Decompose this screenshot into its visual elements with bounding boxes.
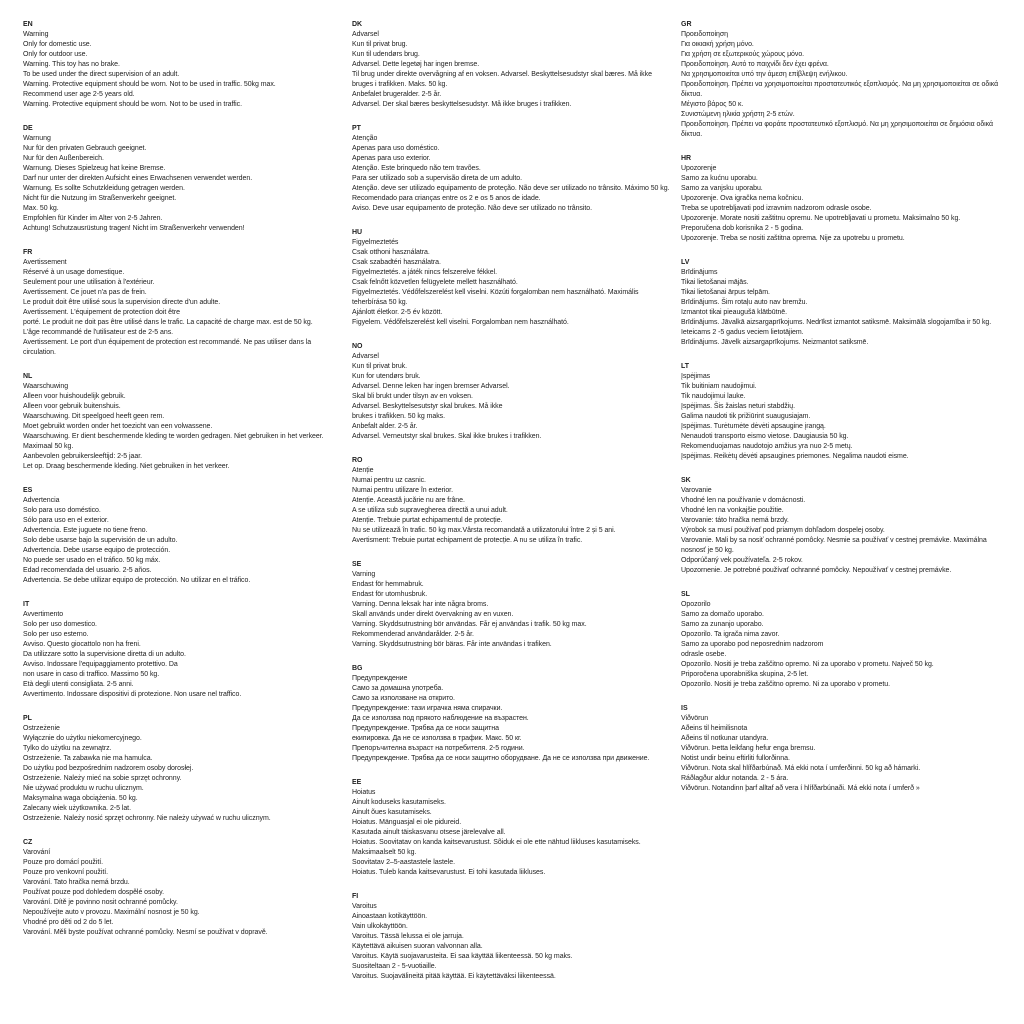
- warning-text-line: Varování. Tato hračka nemá brzdu.: [23, 879, 130, 886]
- language-code: NL: [23, 373, 33, 380]
- warning-text-line: Ainult õues kasutamiseks.: [352, 809, 432, 816]
- language-code: EE: [352, 779, 362, 786]
- warning-text-line: Ráðlagður aldur notanda. 2 - 5 ára.: [681, 775, 789, 782]
- warning-text-line: Csak szabadtéri használatra.: [352, 259, 441, 266]
- warning-text-line: L'âge recommandé de l'utilisateur est de 2-5 ans.: [23, 329, 174, 336]
- warning-text-line: Samo za vanjsku uporabu.: [681, 185, 763, 192]
- language-block-fi: [352, 892, 673, 982]
- warning-text-line: Warnung: [23, 135, 51, 142]
- warning-text-line: Hoiatus. Tuleb kanda kaitsevarustust. Ei tohi kasutada liikluses.: [352, 869, 546, 876]
- warning-text-line: Advarsel. Denne leken har ingen bremser Advarsel.: [352, 383, 510, 390]
- warning-text-line: Samo za zunanjo uporabo.: [681, 621, 764, 628]
- warning-text-line: Preporučena dob korisnika 2 - 5 godina.: [681, 225, 804, 232]
- language-block-fr: [23, 248, 344, 358]
- warning-text-line: odrasle osebe.: [681, 651, 727, 658]
- language-block-nl: [23, 372, 344, 472]
- warning-text-line: Atenție. Această jucărie nu are frâne.: [352, 497, 465, 504]
- language-code: EN: [23, 21, 33, 28]
- warning-text-line: Samo za domačo uporabo.: [681, 611, 764, 618]
- warning-text-line: Varoitus. Suojavälineitä pitää käyttää. Ei käytettäväksi liikenteessä.: [352, 973, 556, 980]
- warning-text-line: Samo za uporabo pod neposrednim nadzorom: [681, 641, 824, 648]
- warning-text-line: Aanbevolen gebruikersleeftijd: 2-5 jaar.: [23, 453, 143, 460]
- warning-text-line: Kun for utendørs bruk.: [352, 373, 421, 380]
- warning-text-line: Advarsel. Beskyttelsesutstyr skal brukes. Må ikke: [352, 403, 503, 410]
- warning-text-line: Advarsel. Der skal bæres beskyttelsesudstyr. Må ikke bruges i trafikken.: [352, 101, 572, 108]
- warning-text-line: Само за използване на открито.: [352, 695, 455, 702]
- warning-text-line: Viðvörun. Notandinn þarf alltaf að vera í hlífðarbúnaði. Má ekki nota í umferð »: [681, 785, 920, 792]
- language-code: PL: [23, 715, 32, 722]
- language-block-it: [23, 600, 344, 700]
- warning-text-line: Apenas para uso exterior.: [352, 155, 431, 162]
- warning-text-line: Warnung. Es sollte Schutzkleidung getragen werden.: [23, 185, 185, 192]
- warning-text-line: Numai pentru uz casnic.: [352, 477, 426, 484]
- language-block-ee: [352, 778, 673, 878]
- warning-text-line: Suositeltaan 2 - 5-vuotiaille.: [352, 963, 437, 970]
- language-code: DE: [23, 125, 33, 132]
- warning-text-line: Varování: [23, 849, 51, 856]
- warning-text-line: Opozorilo: [681, 601, 711, 608]
- warning-text-line: Įspėjimas. Turėtumėte dėvėti apsaugine įrangą.: [681, 423, 826, 430]
- warning-text-line: Numai pentru utilizare în exterior.: [352, 487, 453, 494]
- warning-text-line: Le produit doit être utilisé sous la supervision directe d'un adulte.: [23, 299, 221, 306]
- warning-text-line: Upozorenje. Treba se nositi zaštitna oprema. Nije za upotrebu u prometu.: [681, 235, 905, 242]
- warning-text-line: Advarsel. Verneutstyr skal brukes. Skal ikke brukes i trafikken.: [352, 433, 542, 440]
- warning-text-line: Ieteicams 2 -5 gadus veciem lietotājiem.: [681, 329, 804, 336]
- warning-text-line: Csak felnőtt közvetlen felügyelete mellett használható.: [352, 279, 518, 286]
- warning-text-line: Viðvörun. Þetta leikfang hefur enga bremsu.: [681, 745, 816, 752]
- warning-text-line: Recommend user age 2-5 years old.: [23, 91, 135, 98]
- language-code: PT: [352, 125, 361, 132]
- warning-text-line: Solo debe usarse bajo la supervisión de un adulto.: [23, 537, 178, 544]
- language-block-hr: [681, 154, 1002, 244]
- warning-text-line: Varování. Měli byste používat ochranné pomůcky. Nesmí se používat v dopravě.: [23, 929, 268, 936]
- warning-text-line: Warning: [23, 31, 49, 38]
- warning-text-line: Upozorenje. Ova igračka nema kočnicu.: [681, 195, 804, 202]
- language-block-se: [352, 560, 673, 650]
- warning-text-line: A se utiliza sub supravegherea directă a unui adult.: [352, 507, 508, 514]
- warning-text-line: Réservé à un usage domestique.: [23, 269, 125, 276]
- warning-text-line: Avvertimento. Indossare dispositivi di protezione. Non usare nel traffico.: [23, 691, 242, 698]
- warning-text-line: Moet gebruikt worden onder het toezicht van een volwassene.: [23, 423, 213, 430]
- warning-text-line: Galima naudoti tik prižiūrint suaugusiajam.: [681, 413, 811, 420]
- warning-text-line: No puede ser usado en el tráfico. 50 kg máx.: [23, 557, 161, 564]
- warning-text-line: Nur für den privaten Gebrauch geeignet.: [23, 145, 147, 152]
- warning-text-line: Να χρησιμοποιείται υπό την άμεση επίβλεψη ενήλικου.: [681, 71, 848, 78]
- warning-text-line: Solo per uso domestico.: [23, 621, 97, 628]
- warning-text-line: Tylko do użytku na zewnątrz.: [23, 745, 112, 752]
- warning-text-line: Only for outdoor use.: [23, 51, 88, 58]
- language-block-gr: [681, 20, 1002, 140]
- warning-text-line: Tik naudojimui lauke.: [681, 393, 746, 400]
- warning-text-line: Brīdinājums. Jāvalkā aizsargaprīkojums. Nedrīkst izmantot satiksmē. Maksimālā slogojamība ir 50 kg.: [681, 319, 992, 326]
- warning-text-line: Hoiatus: [352, 789, 376, 796]
- warning-text-line: Advertencia. Se debe utilizar equipo de protección. No utilizar en el tráfico.: [23, 577, 251, 584]
- warning-text-line: Wyłącznie do użytku niekomercyjnego.: [23, 735, 142, 742]
- warning-text-line: Para ser utilizado sob a supervisão direta de um adulto.: [352, 175, 522, 182]
- language-code: RO: [352, 457, 363, 464]
- language-block-no: [352, 342, 673, 442]
- warning-text-line: Recomendado para crianças entre os 2 e os 5 anos de idade.: [352, 195, 541, 202]
- warning-text-line: Figyelmeztetés: [352, 239, 399, 246]
- warning-text-line: Warning. Protective equipment should be worn. Not to be used in traffic.: [23, 101, 242, 108]
- language-code: NO: [352, 343, 363, 350]
- warning-text-line: Προειδοποίηση. Πρέπει να χρησιμοποιείται προστατευτικός εξοπλισμός. Να μη χρησιμοποιείται σε οδικά δίκτυα.: [681, 81, 999, 98]
- warning-text-line: Sólo para uso en el exterior.: [23, 517, 109, 524]
- warning-text-line: Til brug under direkte overvågning af en voksen. Advarsel. Beskyttelsesudstyr skal bæres. Må ikke bruges i trafikken. Maks. 50 kg.: [352, 71, 652, 88]
- language-block-hu: [352, 228, 673, 328]
- warning-text-line: Varování. Dítě je povinno nosit ochranné pomůcky.: [23, 899, 178, 906]
- warning-text-line: Да се използва под прякото наблюдение на възрастен.: [352, 715, 529, 722]
- warning-text-line: Nur für den Außenbereich.: [23, 155, 104, 162]
- language-block-es: [23, 486, 344, 586]
- warning-text-line: Ainult koduseks kasutamiseks.: [352, 799, 446, 806]
- warning-text-line: Notist undir beinu eftirliti fullorðinna.: [681, 755, 790, 762]
- warning-text-line: Ostrzeżenie. Należy nosić sprzęt ochronny. Nie należy używać w ruchu ulicznym.: [23, 815, 271, 822]
- warning-text-line: Only for domestic use.: [23, 41, 92, 48]
- warning-text-line: Nenaudoti transporto eismo vietose. Daugiausia 50 kg.: [681, 433, 849, 440]
- warning-text-line: Για οικιακή χρήση μόνο.: [681, 41, 754, 48]
- warning-text-line: Treba se upotrebljavati pod izravnim nadzorom odrasle osobe.: [681, 205, 872, 212]
- language-code: BG: [352, 665, 363, 672]
- warning-text-line: Ainoastaan kotikäyttöön.: [352, 913, 428, 920]
- warning-text-line: Avertisment: Trebuie purtat echipament de protecție. A nu se utiliza în trafic.: [352, 537, 583, 544]
- warning-text-line: Pouze pro venkovní použití.: [23, 869, 109, 876]
- warning-text-line: Hoiatus. Soovitatav on kanda kaitsevarustust. Sõiduk ei ole ette nähtud liikluses kasutamiseks.: [352, 839, 641, 846]
- warning-text-line: Įspėjimas. Šis žaislas neturi stabdžių.: [681, 403, 795, 410]
- warning-text-line: Figyelmeztetés. Védőfelszerelést kell viselni. Közúti forgalomban nem használható. Maximális teherbírása 50 kg.: [352, 289, 639, 306]
- warning-text-line: Avertissement. Ce jouet n'a pas de frein.: [23, 289, 147, 296]
- warning-text-line: Avviso. Indossare l'equipaggiamento protettivo. Da: [23, 661, 178, 668]
- warning-text-line: Età degli utenti consigliata. 2-5 anni.: [23, 681, 134, 688]
- warning-text-line: Nepoužívejte auto v provozu. Maximální nosnost je 50 kg.: [23, 909, 200, 916]
- warning-text-line: Darf nur unter der direkten Aufsicht eines Erwachsenen verwendet werden.: [23, 175, 253, 182]
- warning-text-line: Μέγιστο βάρος 50 κ.: [681, 101, 744, 108]
- warning-text-line: Figyelem. Védőfelszerelést kell viselni. Forgalomban nem használható.: [352, 319, 569, 326]
- warning-text-line: brukes i trafikken. 50 kg maks.: [352, 413, 445, 420]
- language-block-de: [23, 124, 344, 234]
- warning-text-line: Tikai lietošanai mājās.: [681, 279, 749, 286]
- language-block-pl: [23, 714, 344, 824]
- warning-text-line: Opozorilo. Ta igrača nima zavor.: [681, 631, 780, 638]
- warning-text-line: Solo para uso doméstico.: [23, 507, 101, 514]
- warning-text-line: Atenção: [352, 135, 378, 142]
- warning-text-line: Varning: [352, 571, 376, 578]
- warning-text-line: Avertissement: [23, 259, 67, 266]
- warning-text-line: Upozorenje: [681, 165, 717, 172]
- warning-text-line: Vhodné len na používanie v domácnosti.: [681, 497, 806, 504]
- language-block-dk: [352, 20, 673, 110]
- warning-text-line: Kun til privat bruk.: [352, 363, 408, 370]
- warning-text-line: Aðeins til notkunar utandyra.: [681, 735, 769, 742]
- warning-text-line: Advarsel: [352, 353, 379, 360]
- warning-text-line: Warnung. Dieses Spielzeug hat keine Bremse.: [23, 165, 166, 172]
- warning-text-line: Do użytku pod bezpośrednim nadzorem osoby dorosłej.: [23, 765, 194, 772]
- warning-text-line: Προειδοποίηση: [681, 31, 728, 38]
- warning-text-line: Výrobok sa musí používať pod priamym dohľadom dospelej osoby.: [681, 527, 885, 534]
- warning-text-line: Vhodné len na vonkajšie použitie.: [681, 507, 784, 514]
- warning-text-line: Advarsel. Dette legetøj har ingen bremse.: [352, 61, 480, 68]
- warning-text-line: Kasutada ainult täiskasvanu otsese järelevalve all.: [352, 829, 506, 836]
- warning-text-line: Kun til privat brug.: [352, 41, 408, 48]
- language-code: SL: [681, 591, 690, 598]
- language-code: FI: [352, 893, 359, 900]
- language-code: LT: [681, 363, 690, 370]
- language-code: IS: [681, 705, 688, 712]
- warning-text-line: Zalecany wiek użytkownika. 2-5 lat.: [23, 805, 131, 812]
- warning-text-line: Viðvörun. Nota skal hlífðarbúnað. Má ekki nota í umferðinni. 50 kg að hámarki.: [681, 765, 921, 772]
- warning-text-line: porté. Le produit ne doit pas être utilisé dans le trafic. La capacité de charge max. est de 50 kg.: [23, 319, 313, 326]
- warning-text-line: Само за домашна употреба.: [352, 685, 444, 692]
- warning-text-line: Warning. Protective equipment should be worn. Not to be used in traffic. 50kg max.: [23, 81, 276, 88]
- warning-text-line: Предупреждение: тази играчка няма спирачки.: [352, 705, 503, 712]
- warning-text-line: Rekommenderad användarålder. 2-5 år.: [352, 631, 474, 638]
- warning-text-line: Vhodné pro děti od 2 do 5 let.: [23, 919, 114, 926]
- language-block-sk: [681, 476, 1002, 576]
- warning-text-line: Varovanie: táto hračka nemá brzdy.: [681, 517, 789, 524]
- warning-text-line: Aðeins til heimilisnota: [681, 725, 748, 732]
- warning-text-line: Įspėjimas. Reikėtų dėvėti apsaugines priemones. Negalima naudoti eisme.: [681, 453, 909, 460]
- warning-text-line: Предупреждение: [352, 675, 408, 682]
- warning-text-line: Предупреждение. Трябва да се носи защитно оборудване. Да не се използва при движение.: [352, 755, 650, 762]
- language-block-bg: [352, 664, 673, 764]
- warning-text-line: Anbefalt alder. 2-5 år.: [352, 423, 418, 430]
- warning-text-line: Skall används under direkt övervakning av en vuxen.: [352, 611, 514, 618]
- warning-text-line: Varning. Skyddsutrustning bör användas. Får ej användas i trafik. 50 kg max.: [352, 621, 587, 628]
- warning-text-line: Figyelmeztetés. a játék nincs felszerelve fékkel.: [352, 269, 498, 276]
- warning-text-line: Seulement pour une utilisation à l'extérieur.: [23, 279, 155, 286]
- warning-text-line: Endast för hemmabruk.: [352, 581, 424, 588]
- warning-text-line: Για χρήση σε εξωτερικούς χώρους μόνο.: [681, 51, 805, 58]
- column-3: [681, 20, 1010, 808]
- warning-text-line: Upozornenie. Je potrebné používať ochranné pomôcky. Nepoužívať v cestnej premávke.: [681, 567, 952, 574]
- warning-text-line: екипировка. Да не се използва в трафик. Макс. 50 кг.: [352, 735, 522, 742]
- warning-text-line: non usare in caso di traffico. Massimo 50 kg.: [23, 671, 160, 678]
- warning-text-line: Brīdinājums: [681, 269, 718, 276]
- warning-text-line: Препоръчителна възраст на потребителя. 2-5 години.: [352, 745, 525, 752]
- warning-text-line: Csak otthoni használatra.: [352, 249, 430, 256]
- warning-text-line: Waarschuwing: [23, 383, 69, 390]
- warning-text-line: Varning. Skyddsutrustning bör bäras. Får inte användas i trafiken.: [352, 641, 552, 648]
- warning-text-line: Waarschuwing. Dit speelgoed heeft geen rem.: [23, 413, 165, 420]
- warning-text-line: Tikai lietošanai ārpus telpām.: [681, 289, 770, 296]
- warning-text-line: Įspėjimas: [681, 373, 711, 380]
- warning-text-line: Solo per uso esterno.: [23, 631, 89, 638]
- warning-text-line: Avviso. Questo giocattolo non ha freni.: [23, 641, 141, 648]
- warning-text-line: Priporočena uporabniška skupina, 2-5 let.: [681, 671, 809, 678]
- language-code: HU: [352, 229, 363, 236]
- warning-text-line: Ostrzeżenie: [23, 725, 60, 732]
- warning-text-line: Max. 50 kg.: [23, 205, 59, 212]
- language-code: CZ: [23, 839, 33, 846]
- warning-text-line: Waarschuwing. Er dient beschermende kleding te worden gedragen. Niet gebruiken in het verkeer. Maximaal 50 kg.: [23, 433, 324, 450]
- warning-text-line: Viðvörun: [681, 715, 709, 722]
- language-block-lv: [681, 258, 1002, 348]
- warning-text-line: Προειδοποίηση. Αυτό το παιχνίδι δεν έχει φρένα.: [681, 61, 829, 68]
- language-block-pt: [352, 124, 673, 214]
- warning-text-line: Avertissement. Le port d'un équipement de protection est recommandé. Ne pas utiliser dans la circulation.: [23, 339, 312, 356]
- language-block-sl: [681, 590, 1002, 690]
- warning-text-line: Maksimaalselt 50 kg.: [352, 849, 417, 856]
- warning-text-line: Ostrzeżenie. Należy mieć na sobie sprzęt ochronny.: [23, 775, 182, 782]
- warning-text-line: Da utilizzare sotto la supervisione diretta di un adulto.: [23, 651, 186, 658]
- warning-text-line: Varoitus: [352, 903, 377, 910]
- warning-text-line: Atenção. Este brinquedo não tem travões.: [352, 165, 481, 172]
- warning-text-line: Varoitus. Käytä suojavarusteita. Ei saa käyttää liikenteessä. 50 kg maks.: [352, 953, 573, 960]
- warning-text-line: Rekomenduojamas naudotojo amžius yra nuo 2-5 metų.: [681, 443, 853, 450]
- warning-text-line: Brīdinājums. Jāvelk aizsargaprīkojums. Neizmantot satiksmē.: [681, 339, 869, 346]
- language-code: ES: [23, 487, 33, 494]
- warning-text-line: Atenție: [352, 467, 374, 474]
- warning-text-line: Skal bli brukt under tilsyn av en voksen.: [352, 393, 473, 400]
- warning-text-line: Soovitatav 2–5-aastastele lastele.: [352, 859, 455, 866]
- language-block-is: [681, 704, 1002, 794]
- warning-text-line: Aviso. Deve usar equipamento de proteção. Não deve ser utilizado no trânsito.: [352, 205, 592, 212]
- language-block-en: [23, 20, 344, 110]
- warning-text-line: Ajánlott életkor. 2-5 év között.: [352, 309, 443, 316]
- language-code: IT: [23, 601, 30, 608]
- warning-text-line: Atenção. deve ser utilizado equipamento de proteção. Não deve ser utilizado no trânsito. Máximo 50 kg.: [352, 185, 670, 192]
- language-code: LV: [681, 259, 690, 266]
- warning-text-line: Käytettävä aikuisen suoran valvonnan alla.: [352, 943, 483, 950]
- warning-text-line: Endast för utomhusbruk.: [352, 591, 428, 598]
- column-2: [352, 20, 681, 996]
- warning-text-line: Varovanie. Mali by sa nosiť ochranné pomôcky. Nesmie sa používať v cestnej premávke. Maximálna nosnosť je 50 kg.: [681, 537, 987, 554]
- warning-text-line: Advertencia: [23, 497, 60, 504]
- language-block-cz: [23, 838, 344, 938]
- warning-text-line: Anbefalet brugeralder. 2-5 år.: [352, 91, 442, 98]
- warning-text-line: Nie używać produktu w ruchu ulicznym.: [23, 785, 144, 792]
- warning-text-line: Alleen voor gebruik buitenshuis.: [23, 403, 121, 410]
- warning-text-line: Let op. Draag beschermende kleding. Niet gebruiken in het verkeer.: [23, 463, 230, 470]
- warning-text-line: Advarsel: [352, 31, 379, 38]
- language-code: HR: [681, 155, 692, 162]
- warning-text-line: Varoitus. Tässä lelussa ei ole jarruja.: [352, 933, 464, 940]
- warning-text-line: Avvertimento: [23, 611, 64, 618]
- warning-text-line: Varning. Denna leksak har inte några broms.: [352, 601, 489, 608]
- warning-text-line: Atenție. Trebuie purtat echipamentul de protecție.: [352, 517, 503, 524]
- language-block-lt: [681, 362, 1002, 462]
- warning-text-line: Edad recomendada del usuario. 2-5 años.: [23, 567, 152, 574]
- warning-text-line: Achtung! Schutzausrüstung tragen! Nicht im Straßenverkehr verwenden!: [23, 225, 245, 232]
- warning-text-line: Предупреждение. Трябва да се носи защитна: [352, 725, 500, 732]
- warning-text-line: Brīdinājums. Šim rotaļu auto nav bremžu.: [681, 299, 808, 306]
- language-code: GR: [681, 21, 692, 28]
- warning-text-line: Opozorilo. Nositi je treba zaščitno opremo. Ni za uporabo v prometu.: [681, 681, 891, 688]
- warning-text-line: Kun til udendørs brug.: [352, 51, 420, 58]
- warning-text-line: Upozorenje. Morate nositi zaštitnu opremu. Ne upotrebljavati u prometu. Maksimalno 50 kg.: [681, 215, 961, 222]
- warning-text-line: Συνιστώμενη ηλικία χρήστη 2-5 ετών.: [681, 111, 795, 118]
- column-1: [23, 20, 352, 952]
- warning-text-line: To be used under the direct supervision of an adult.: [23, 71, 180, 78]
- warning-text-line: Varovanie: [681, 487, 712, 494]
- warning-text-line: Izmantot tikai pieaugušā klātbūtnē.: [681, 309, 788, 316]
- warning-text-line: Nicht für die Nutzung im Straßenverkehr geeignet.: [23, 195, 177, 202]
- warning-text-line: Προειδοποίηση. Πρέπει να φοράτε προστατευτικό εξοπλισμό. Να μη χρησιμοποιείται σε δημόσια οδικά δίκτυα.: [681, 121, 994, 138]
- warning-text-line: Avertissement. L'équipement de protection doit être: [23, 309, 181, 316]
- warning-text-line: Nu se utilizează în trafic. 50 kg max.Vârsta recomandată a utilizatorului între 2 și 5 ani.: [352, 527, 616, 534]
- warning-text-line: Tik buitiniam naudojimui.: [681, 383, 757, 390]
- warning-text-line: Samo za kućnu uporabu.: [681, 175, 758, 182]
- warning-text-line: Advertencia. Este juguete no tiene freno.: [23, 527, 148, 534]
- language-code: FR: [23, 249, 33, 256]
- language-code: SK: [681, 477, 691, 484]
- warning-text-line: Empfohlen für Kinder im Alter von 2-5 Jahren.: [23, 215, 163, 222]
- language-code: DK: [352, 21, 363, 28]
- warning-text-line: Pouze pro domácí použití.: [23, 859, 104, 866]
- warning-text-line: Opozorilo. Nositi je treba zaščitno opremo. Ni za uporabo v prometu. Največ 50 kg.: [681, 661, 934, 668]
- language-code: SE: [352, 561, 362, 568]
- warning-text-line: Odporúčaný vek používateľa. 2-5 rokov.: [681, 557, 803, 564]
- language-block-ro: [352, 456, 673, 546]
- warning-text-line: Ostrzeżenie. Ta zabawka nie ma hamulca.: [23, 755, 153, 762]
- warning-text-line: Vain ulkokäyttöön.: [352, 923, 408, 930]
- warning-text-line: Advertencia. Debe usarse equipo de protección.: [23, 547, 171, 554]
- warning-text-line: Maksymalna waga obciążenia. 50 kg.: [23, 795, 138, 802]
- warning-text-line: Apenas para uso doméstico.: [352, 145, 440, 152]
- warning-text-line: Warning. This toy has no brake.: [23, 61, 120, 68]
- warning-text-line: Hoiatus. Mänguasjal ei ole pidureid.: [352, 819, 462, 826]
- warning-text-line: Alleen voor huishoudelijk gebruik.: [23, 393, 126, 400]
- warning-text-line: Používat pouze pod dohledem dospělé osoby.: [23, 889, 164, 896]
